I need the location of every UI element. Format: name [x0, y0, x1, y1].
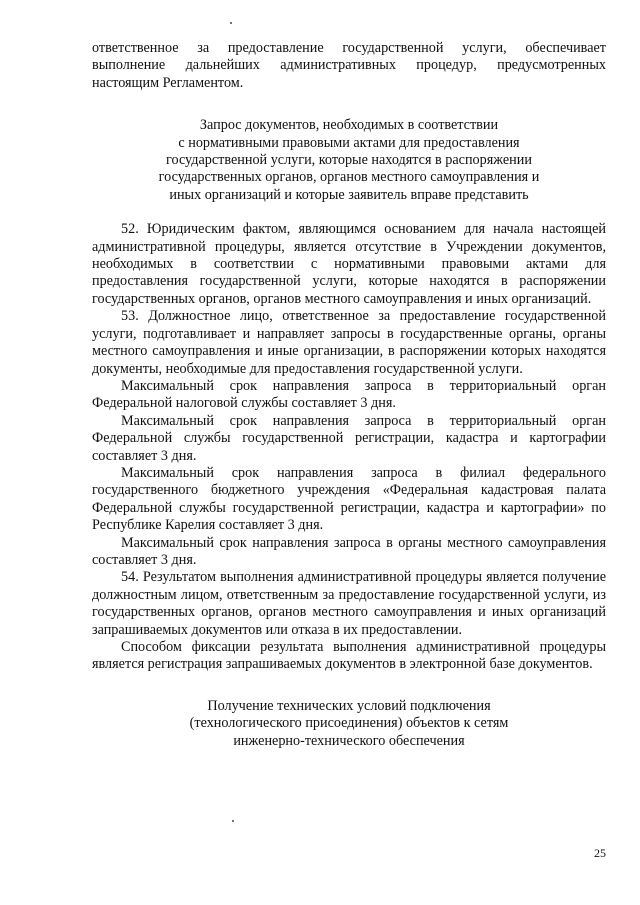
heading-line: Запрос документов, необходимых в соответствии	[199, 117, 499, 134]
heading-line: государственной услуги, которые находятся в распоряжении	[166, 152, 532, 169]
heading-line: Получение технических условий подключения	[207, 697, 491, 714]
spacer	[92, 674, 606, 698]
heading-line: инженерно-технического обеспечения	[233, 732, 465, 749]
page-content	[92, 40, 606, 750]
scan-speck	[232, 820, 234, 822]
scan-speck	[230, 22, 232, 24]
section-heading-document-request	[92, 117, 606, 204]
spacer	[92, 92, 606, 117]
page-number: 25	[594, 846, 606, 860]
paragraph-local-government-deadline: Максимальный срок направления запроса в органы местного самоуправления составляет 3 дня.	[92, 534, 606, 568]
paragraph-tax-service-deadline: Максимальный срок направления запроса в территориальный орган Федеральной налоговой службы составляет 3 дня.	[92, 377, 606, 412]
paragraph-registration-service-deadline: Максимальный срок направления запроса в территориальный орган Федеральной службы государственной регистрации, кадастра и картографии составляет 3 дня.	[92, 412, 606, 464]
heading-line: государственных органов, органов местного самоуправления и	[158, 169, 540, 186]
spacer	[92, 204, 606, 221]
heading-line: (технологического присоединения) объектов к сетям	[189, 715, 509, 732]
paragraph-53: 53. Должностное лицо, ответственное за предоставление государственной услуги, подготавливает и направляет запросы в государственные органы, органы местного самоуправления и иные организации, в распоряжении которых находятся документы, необходимые для предоставления государственной услуги.	[92, 308, 606, 377]
paragraph-result-recording: Способом фиксации результата выполнения административной процедуры является регистрация запрашиваемых документов в электронной базе документов.	[92, 639, 606, 673]
paragraph-52: 52. Юридическим фактом, являющимся основанием для начала настоящей административной процедуры, является отсутствие в Учреждении документов, необходимых в соответствии с нормативными правовыми актами для предоставления государственной услуги, которые находятся в распоряжении государственных органов, органов местного самоуправления и иных организаций.	[92, 221, 606, 307]
intro-paragraph: ответственное за предоставление государственной услуги, обеспечивает выполнение дальнейших административных процедур, предусмотренных настоящим Регламентом.	[92, 40, 606, 91]
paragraph-54: 54. Результатом выполнения административной процедуры является получение должностным лицом, ответственным за предоставление государственной услуги, из государственных органов, органов местного самоуправления и иных организаций запрашиваемых документов или отказа в их предоставлении.	[92, 569, 606, 638]
heading-line: с нормативными правовыми актами для предоставления	[178, 134, 520, 151]
section-heading-technical-conditions	[92, 698, 606, 750]
heading-line: иных организаций и которые заявитель вправе представить	[169, 186, 529, 203]
paragraph-cadastral-chamber-deadline: Максимальный срок направления запроса в филиал федерального государственного бюджетного учреждения «Федеральная кадастровая палата Федеральной службы государственной регистрации, кадастра и картографии» по Республике Карелия составляет 3 дня.	[92, 464, 606, 534]
